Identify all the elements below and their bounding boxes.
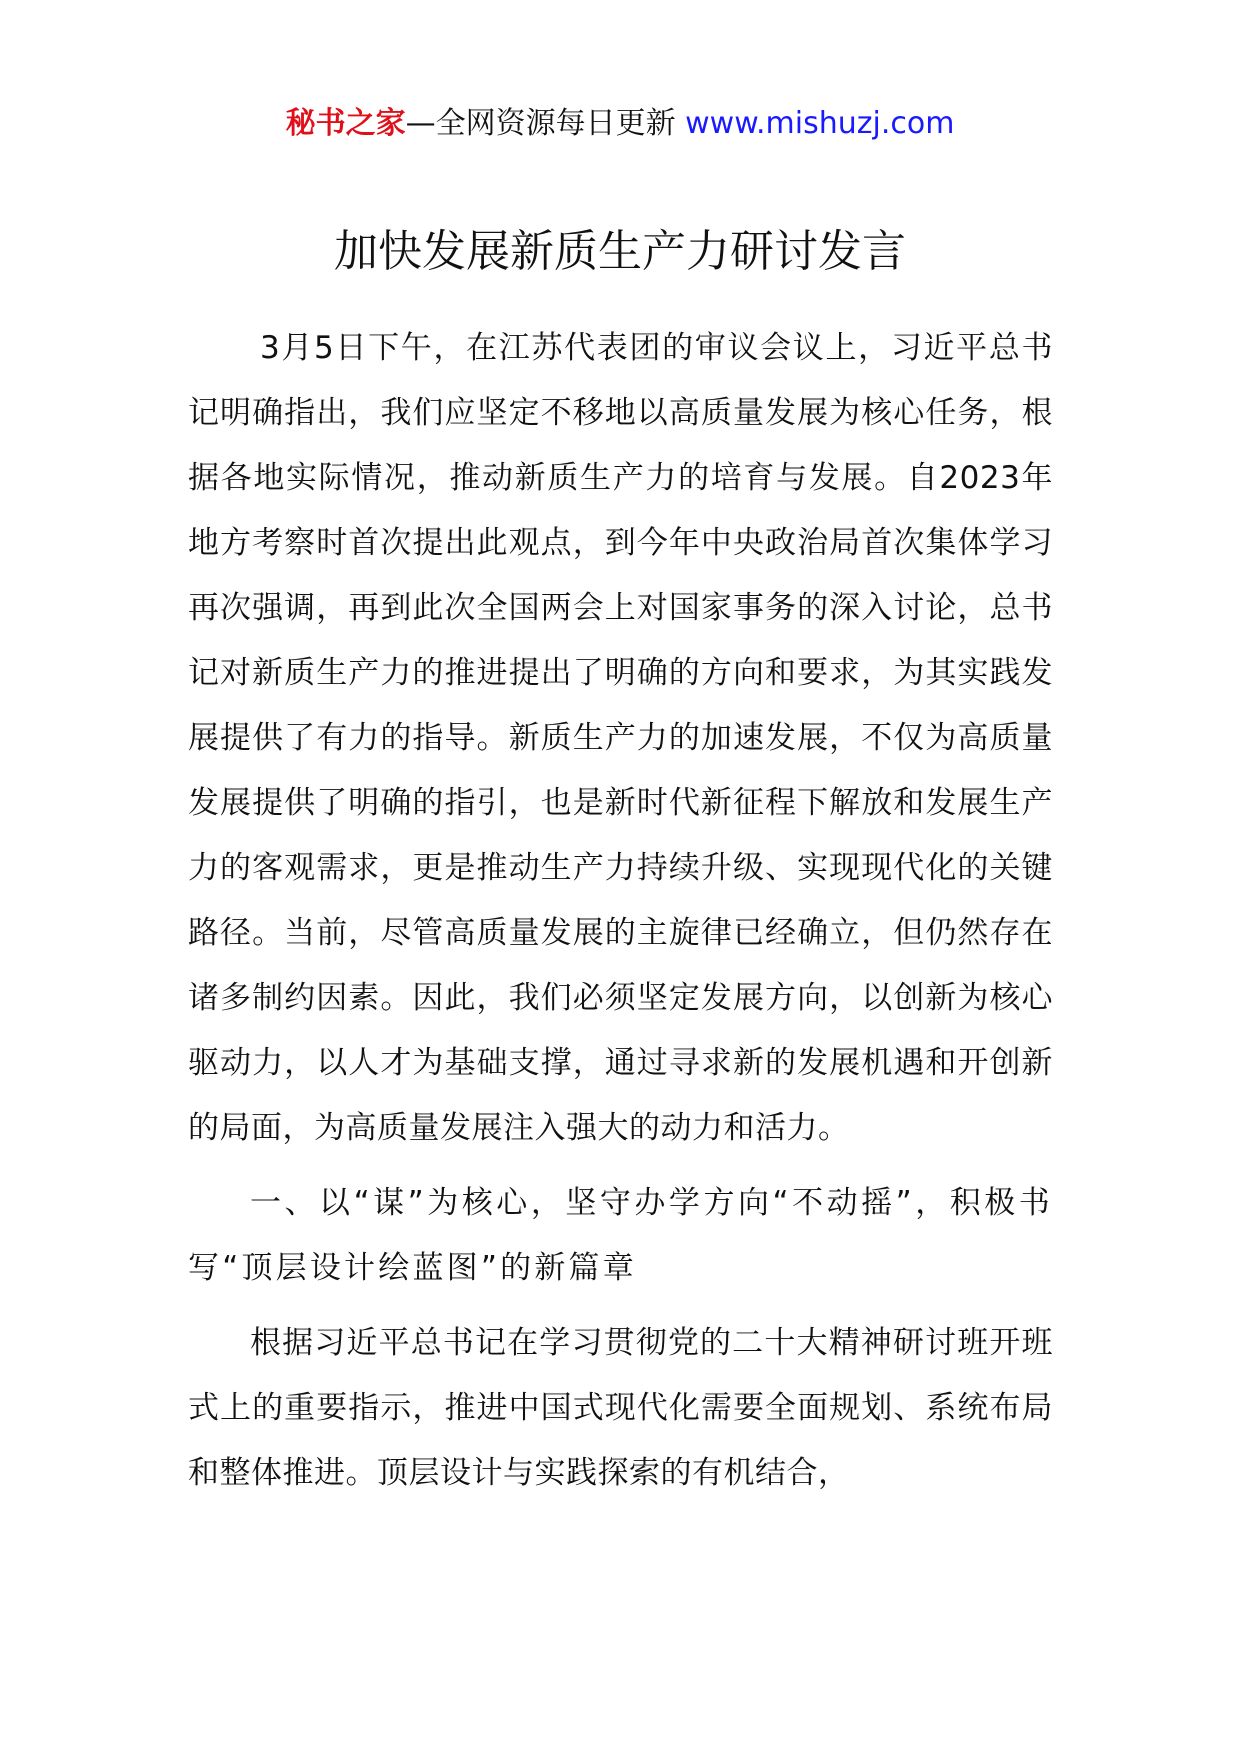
section-heading: 一、以“谋”为核心，坚守办学方向“不动摇”，积极书写“顶层设计绘蓝图”的新篇章: [188, 1185, 1053, 1286]
site-header: [0, 100, 1240, 148]
document-title: 加快发展新质生产力研讨发言: [334, 226, 906, 277]
site-url-link[interactable]: www.mishuzj.com: [685, 106, 955, 141]
body-paragraph: 根据习近平总书记在学习贯彻党的二十大精神研讨班开班式上的重要指示，推进中国式现代化需要全面规划、系统布局和整体推进。顶层设计与实践探索的有机结合，: [188, 1325, 1053, 1491]
brand-name: 秘书之家: [285, 106, 406, 141]
body-paragraph: 3月5日下午，在江苏代表团的审议会议上，习近平总书记明确指出，我们应坚定不移地以高质量发展为核心任务，根据各地实际情况，推动新质生产力的培育与发展。自2023年地方考察时首次提出此观点，到今年中央政治局首次集体学习再次强调，再到此次全国两会上对国家事务的深入讨论，总书记对新质生产力的推进提出了明确的方向和要求，为其实践发展提供了有力的指导。新质生产力的加速发展，不仅为高质量发展提供了明确的指引，也是新时代新征程下解放和发展生产力的客观需求，更是推动生产力持续升级、实现现代化的关键路径。当前，尽管高质量发展的主旋律已经确立，但仍然存在诸多制约因素。因此，我们必须坚定发展方向，以创新为核心驱动力，以人才为基础支撑，通过寻求新的发展机遇和开创新的局面，为高质量发展注入强大的动力和活力。: [188, 330, 1053, 1146]
document-body: [188, 316, 1053, 1506]
header-slogan: —全网资源每日更新: [405, 106, 686, 141]
